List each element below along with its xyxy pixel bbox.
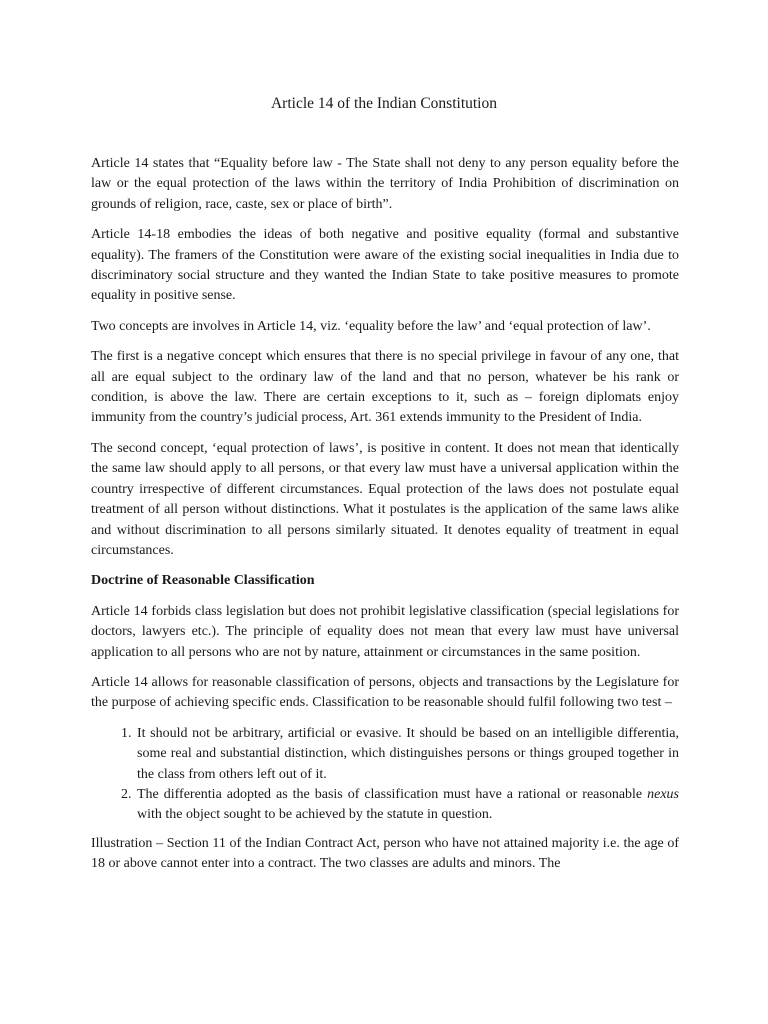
list-item: 1. It should not be arbitrary, artificial or evasive. It should be based on an intelligible differentia, some real and substantial distinction, which distinguishes persons or things grouped together in the class from others left out of it. [135,724,679,785]
section-heading: Doctrine of Reasonable Classification [91,573,315,589]
paragraph-illustration: Illustration – Section 11 of the Indian Contract Act, person who have not attained majority i.e. the age of 18 or above cannot enter into a contract. The two classes are adults and minors. The [91,835,679,872]
document-body [91,154,679,885]
document-title: Article 14 of the Indian Constitution [270,95,497,112]
paragraph-article-14-statement: Article 14 states that “Equality before law - The State shall not deny to any person equality before the law or the equal protection of the laws within the territory of India Prohibition of discrimination on grounds of religion, race, caste, sex or place of birth”. [91,156,679,212]
paragraph-reasonable-classification: Article 14 allows for reasonable classification of persons, objects and transactions by the Legislature for the purpose of achieving specific ends. Classification to be reasonable should fulfil following two test – [91,674,679,711]
paragraph-class-legislation: Article 14 forbids class legislation but does not prohibit legislative classification (special legislations for doctors, lawyers etc.). The principle of equality does not mean that every law must have universal application to all persons who are not by nature, attainment or circumstances in the same position. [91,603,679,660]
list-item-text: with the object sought to be achieved by the statute in question. [137,807,493,823]
paragraph-article-14-18: Article 14-18 embodies the ideas of both negative and positive equality (formal and substantive equality). The framers of the Constitution were aware of the existing social inequalities in India due to discriminatory social structure and they wanted the Indian State to take positive measures to promote equality in positive sense. [91,227,679,304]
paragraph-positive-concept: The second concept, ‘equal protection of laws’, is positive in content. It does not mean that identically the same law should apply to all persons, or that every law must have a universal application within the country irrespective of different circumstances. Equal protection of the laws does not postulate equal treatment of all person without distinctions. What it postulates is the application of the same laws alike and without discrimination to all persons similarly situated. It denotes equality of treatment in equal circumstances. [91,440,679,558]
list-item [135,785,679,826]
paragraph-two-concepts: Two concepts are involves in Article 14, viz. ‘equality before the law’ and ‘equal protection of law’. [91,318,651,334]
classification-tests-list [91,724,679,826]
list-item-text: The differentia adopted as the basis of classification must have a rational or reasonable [137,786,648,802]
italic-term: nexus [647,786,679,802]
paragraph-negative-concept: The first is a negative concept which ensures that there is no special privilege in favour of any one, that all are equal subject to the ordinary law of the land and that no person, whatever be his rank or condition, is above the law. There are certain exceptions to it, such as – foreign diplomats enjoy immunity from the country’s judicial process, Art. 361 extends immunity to the President of India. [91,349,679,426]
